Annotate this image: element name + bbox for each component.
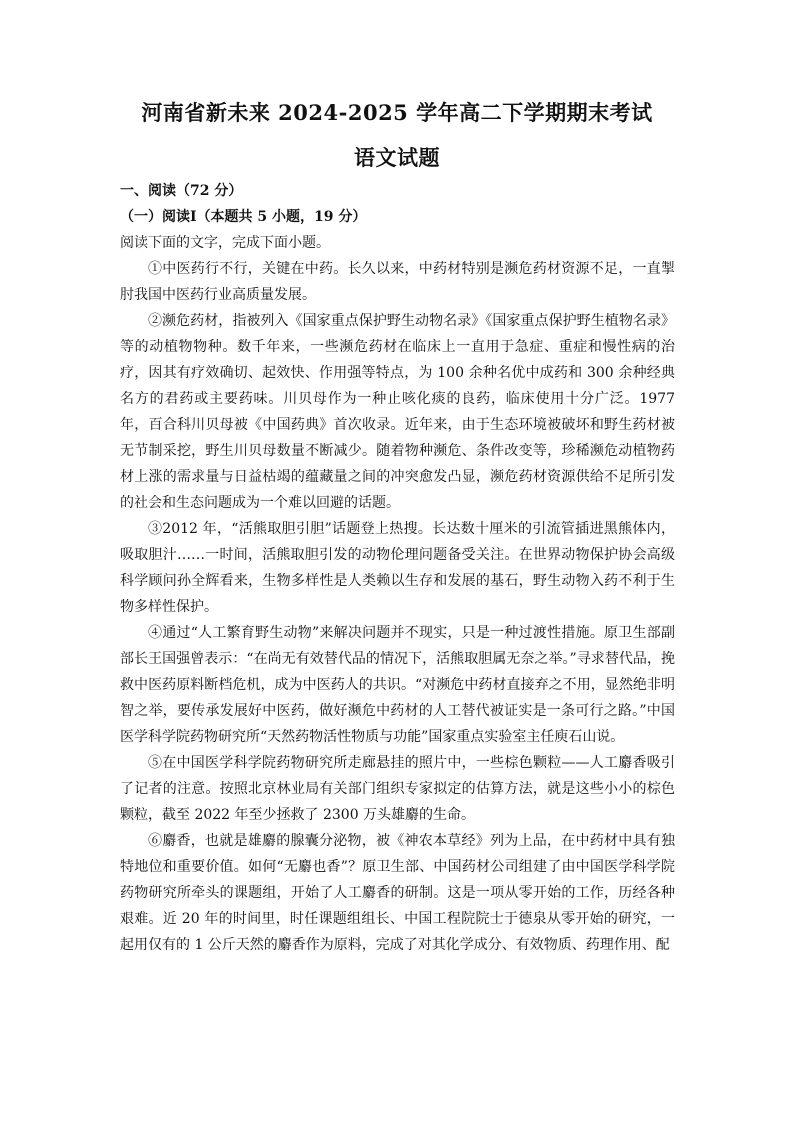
paragraph-3: ③2012 年，“活熊取胆引胆”话题登上热搜。长达数十厘米的引流管插进黑熊体内，吸取胆汁……一时间，活熊取胆引发的动物伦理问题备受关注。在世界动物保护协会高级科学顾问孙全辉看来，生物多样性是人类赖以生存和发展的基石，野生动物入药不利于生物多样性保护。	[120, 521, 675, 615]
subsection-heading: （一）阅读Ⅰ（本题共 5 小题，19 分）	[120, 209, 367, 225]
paragraph-4: ④通过“人工繁育野生动物”来解决问题并不现实，只是一种过渡性措施。原卫生部副部长王国强曾表示：“在尚无有效替代品的情况下，活熊取胆属无奈之举。”寻求替代品，挽救中医药原料断档危机，成为中医药人的共识。“对濒危中药材直接弃之不用，显然绝非明智之举，要传承发展好中医药，做好濒危中药材的人工替代被证实是一条可行之路。”中国医学科学院药物研究所“天然药物活性物质与功能”国家重点实验室主任庾石山说。	[120, 625, 675, 745]
document-body	[120, 178, 675, 958]
paragraph-5: ⑤在中国医学科学院药物研究所走廊悬挂的照片中，一些棕色颗粒——人工麝香吸引了记者的注意。按照北京林业局有关部门组织专家拟定的估算方法，就是这些小小的棕色颗粒，截至 2022 年至少拯救了 2300 万头雄麝的生命。	[120, 755, 675, 823]
paragraph-6: ⑥麝香，也就是雄麝的腺囊分泌物，被《神农本草经》列为上品，在中药材中具有独特地位和重要价值。如何“无麝也香”？原卫生部、中国药材公司组建了由中国医学科学院药物研究所牵头的课题组，开始了人工麝香的研制。这是一项从零开始的工作，历经各种艰难。近 20 年的时间里，时任课题组组长、中国工程院院士于德泉从零开始的研究，一起用仅有的 1 公斤天然的麝香作为原料，完成了对其化学成分、有效物质、药理作用、配	[120, 833, 675, 953]
paragraph-2: ②濒危药材，指被列入《国家重点保护野生动物名录》《国家重点保护野生植物名录》等的动植物物种。数千年来，一些濒危药材在临床上一直用于急症、重症和慢性病的治疗，因其有疗效确切、起效快、作用强等特点，为 100 余种名优中成药和 300 余种经典名方的君药或主要药味。川贝母作为一种止咳化痰的良药，临床使用十分广泛。1977 年，百合科川贝母被《中国药典》首次收录。近年来，由于生态环境被破坏和野生药材被无节制采挖，野生川贝母数量不断减少。随着物种濒危、条件改变等，珍稀濒危动植物药材上涨的需求量与日益枯竭的蕴藏量之间的冲突愈发凸显，濒危药材资源供给不足所引发的社会和生态问题成为一个难以回避的话题。	[120, 313, 675, 511]
document-title: 河南省新未来 2024-2025 学年高二下学期期末考试	[141, 100, 653, 125]
document-subtitle: 语文试题	[354, 145, 440, 170]
reading-instruction: 阅读下面的文字，完成下面小题。	[120, 235, 330, 251]
section-heading: 一、阅读（72 分）	[120, 183, 243, 199]
paragraph-1: ①中医药行不行，关键在中药。长久以来，中药材特别是濒危药材资源不足，一直掣肘我国中医药行业高质量发展。	[120, 261, 675, 303]
